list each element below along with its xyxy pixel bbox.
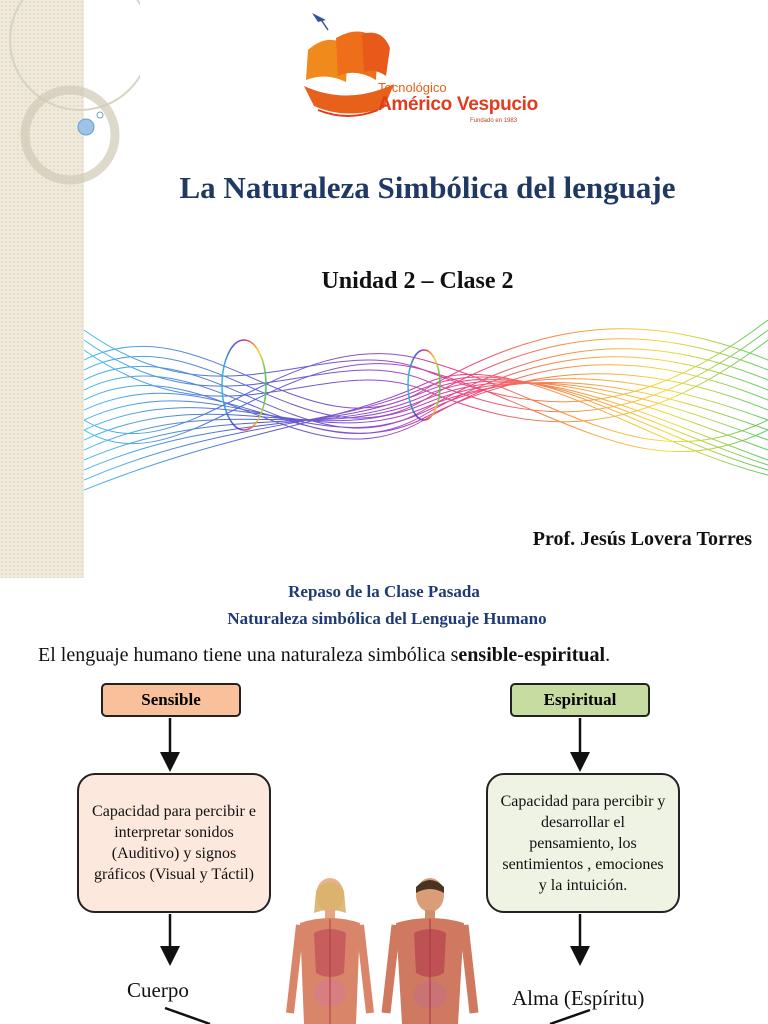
review-subheading: Naturaleza simbólica del Lenguaje Humano <box>227 609 547 628</box>
logo-subtitle: Tecnológico <box>378 80 447 95</box>
sensible-description-box: Capacidad para percibir e interpretar sonidos (Auditivo) y signos gráficos (Visual y Táctil) <box>77 773 271 913</box>
rainbow-wave-graphic <box>84 300 768 510</box>
author-name: Prof. Jesús Lovera Torres <box>532 528 752 550</box>
logo-tagline: Fundado en 1983 <box>470 118 518 124</box>
sensible-tag: Sensible <box>101 683 241 717</box>
human-anatomy-illustration <box>280 873 480 1024</box>
espiritual-tag: Espiritual <box>510 683 650 717</box>
espiritual-description-box: Capacidad para percibir y desarrollar el pensamiento, los sentimientos , emociones y la intuición. <box>486 773 680 913</box>
slide-subtitle: Unidad 2 – Clase 2 <box>321 268 514 294</box>
logo-name: Américo Vespucio <box>378 94 538 115</box>
cuerpo-label: Cuerpo <box>127 978 189 1002</box>
alma-label: Alma (Espíritu) <box>512 986 645 1010</box>
review-slide <box>0 578 768 1024</box>
intro-bold: ensible-espiritual <box>458 644 606 666</box>
review-heading: Repaso de la Clase Pasada <box>288 582 480 601</box>
intro-suffix: . <box>605 644 611 666</box>
slide-title: La Naturaleza Simbólica del lenguaje <box>179 170 676 205</box>
intro-prefix: El lenguaje humano tiene una naturaleza simbólica s <box>38 644 459 666</box>
